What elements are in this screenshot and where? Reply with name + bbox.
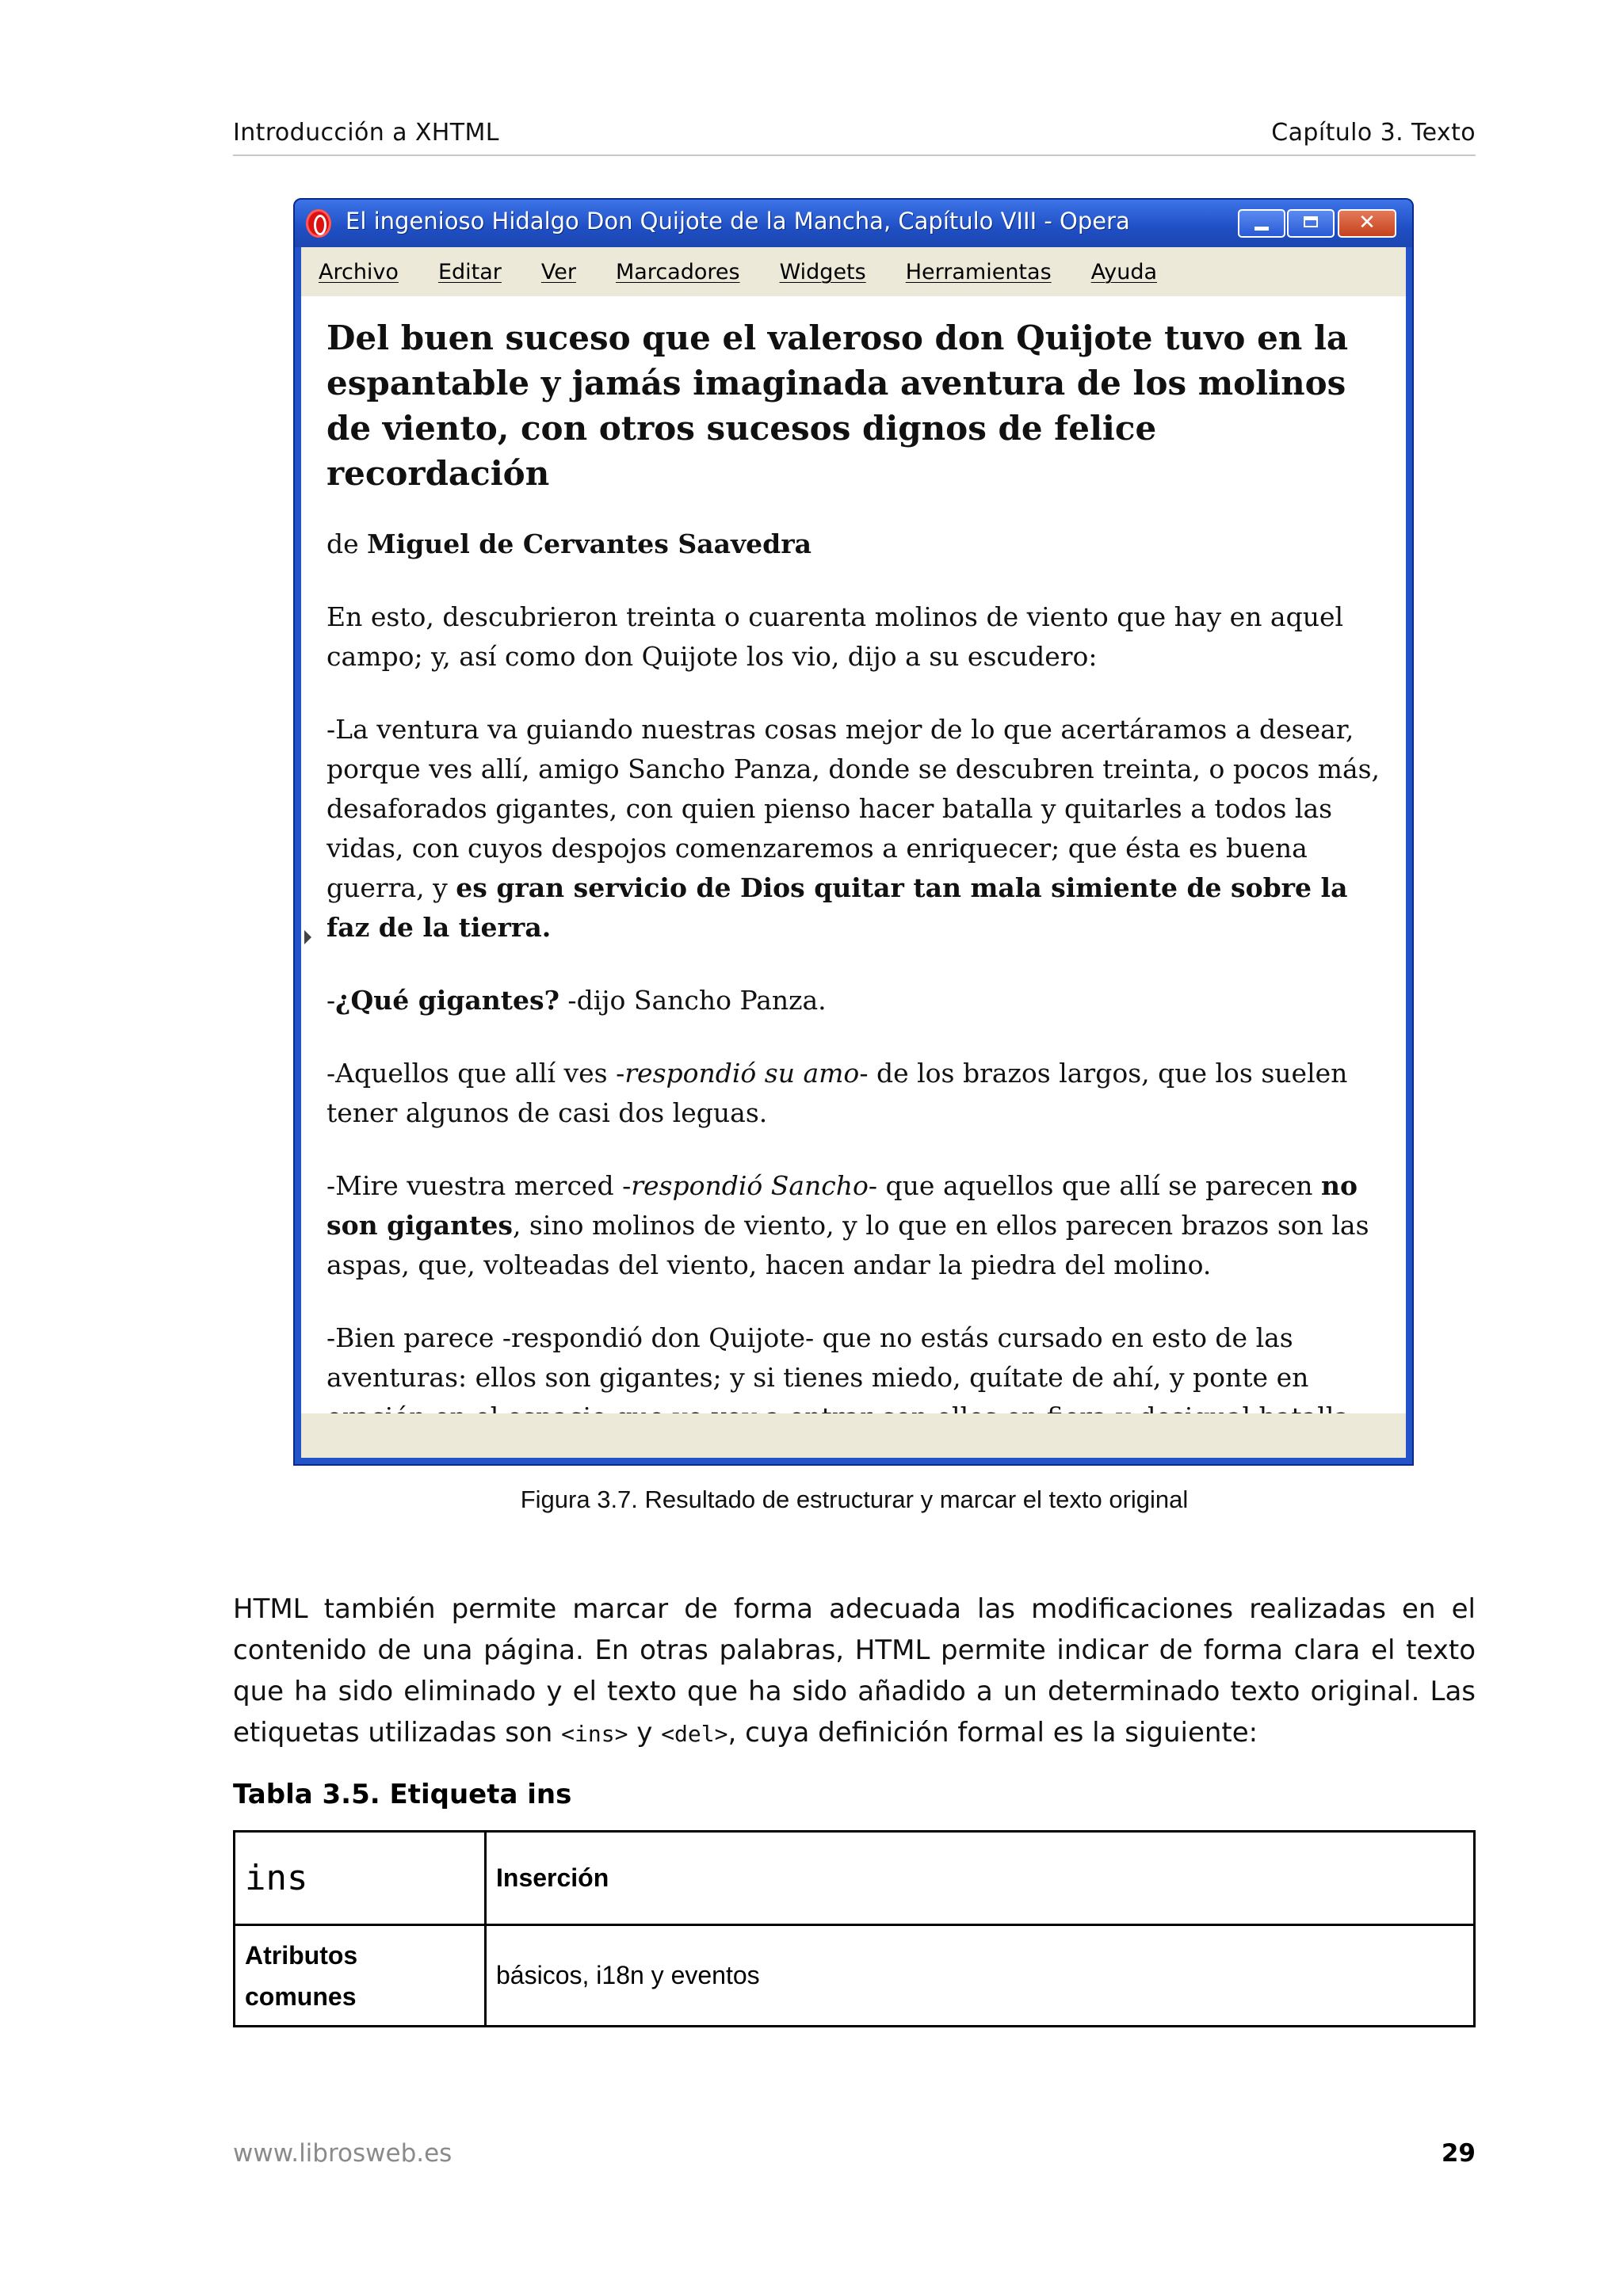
- tag-desc-cell: [486, 1832, 1475, 1925]
- body-paragraph: [233, 1589, 1476, 1755]
- attr-label: Atributos comunes: [245, 1940, 358, 2011]
- menu-marcadores[interactable]: Marcadores: [615, 259, 740, 284]
- body-text-a: HTML también permite marcar de forma adecuada las modificaciones realizadas en el contenido de una página. En otras palabras, HTML permite indicar de forma clara el texto que ha sido eliminado y el texto que ha sido añadido a un determinado texto original. Las etiquetas utilizadas son: [233, 1593, 1476, 1749]
- tag-description: Inserción: [496, 1863, 609, 1892]
- status-bar: [301, 1413, 1406, 1458]
- page-number: 29: [1441, 2139, 1476, 2168]
- browser-window-screenshot: [293, 198, 1414, 1466]
- code-ins: <ins>: [561, 1721, 628, 1747]
- paragraph-5-text-a: -Mire vuestra merced -: [327, 1170, 632, 1201]
- body-text-c: , cuya definición formal es la siguiente:: [727, 1717, 1258, 1749]
- paragraph-5-text-c: , sino molinos de viento, y lo que en ellos parecen brazos son las aspas, que, volteadas del viento, hacen andar la piedra del molino.: [327, 1210, 1369, 1280]
- author-prefix: de: [327, 528, 368, 559]
- author-name: Miguel de Cervantes Saavedra: [367, 528, 812, 559]
- paragraph-2-strong: es gran servicio de Dios quitar tan mala simiente de sobre la faz de la tierra.: [327, 872, 1348, 943]
- paragraph-3-text: -dijo Sancho Panza.: [559, 985, 827, 1016]
- attr-value: básicos, i18n y eventos: [496, 1961, 760, 1989]
- window-titlebar: [295, 200, 1412, 247]
- header-chapter: Capítulo 3. Texto: [1271, 119, 1476, 147]
- paragraph-5-strong: no son gigantes: [327, 1170, 1358, 1241]
- paragraph-6: -Bien parece -respondió don Quijote- que no estás cursado en esto de las aventuras: ellos son gigantes; y si tienes miedo, quítate de ahí, y ponte en: [327, 1322, 1309, 1393]
- menu-ayuda[interactable]: Ayuda: [1090, 259, 1158, 284]
- paragraph-4: [327, 1054, 1388, 1133]
- attr-value-cell: [486, 1925, 1475, 2027]
- paragraph-2-conj: y: [433, 872, 456, 903]
- paragraph-5-em: respondió Sancho: [631, 1170, 869, 1201]
- menu-archivo[interactable]: Archivo: [319, 259, 399, 284]
- minimize-icon[interactable]: [1238, 209, 1285, 238]
- window-title: El ingenioso Hidalgo Don Quijote de la Mancha, Capítulo VIII - Opera: [346, 208, 1130, 235]
- paragraph-5-text-b: - que aquellos que allí se parecen: [868, 1170, 1321, 1201]
- table-row: [235, 1832, 1475, 1925]
- table-title: Tabla 3.5. Etiqueta ins: [233, 1779, 572, 1810]
- paragraph-3-strong: ¿Qué gigantes?: [335, 985, 559, 1016]
- definition-table: [233, 1830, 1476, 2027]
- document-title: Del buen suceso que el valeroso don Quijote tuvo en la espantable y jamás imaginada aventura de los molinos de viento, con otros sucesos dignos de felice recordación: [327, 318, 1349, 493]
- attr-label-cell: [235, 1925, 486, 2027]
- running-header: [233, 119, 1476, 147]
- paragraph-3: [327, 981, 1388, 1020]
- figure-caption: Figura 3.7. Resultado de estructurar y marcar el texto original: [520, 1486, 1189, 1513]
- tag-cell: [235, 1832, 486, 1925]
- menu-editar[interactable]: Editar: [437, 259, 502, 284]
- menu-widgets[interactable]: Widgets: [779, 259, 866, 284]
- header-rule: [233, 154, 1476, 156]
- header-book-title: Introducción a XHTML: [233, 119, 499, 147]
- close-icon[interactable]: ✕: [1338, 209, 1396, 238]
- paragraph-4-em: respondió su amo: [624, 1058, 860, 1089]
- table-row: [235, 1925, 1475, 2027]
- paragraph-2-text: -La ventura va guiando nuestras cosas mejor de lo que acertáramos a desear, porque ves allí, amigo Sancho Panza, donde se descubren treinta, o pocos más, desaforados gigantes, con quien pienso hacer batalla y quitarles a todos las vidas, con cuyos despojos comenzaremos a enriquecer; que ésta es buena guerra,: [327, 714, 1381, 903]
- opera-logo-icon: [306, 209, 331, 238]
- scroll-marker-icon: [304, 930, 311, 944]
- paragraph-4-text-a: -Aquellos que allí ves -: [327, 1058, 625, 1089]
- menu-herramientas[interactable]: Herramientas: [905, 259, 1052, 284]
- maximize-icon[interactable]: [1287, 209, 1335, 238]
- footer-url: www.librosweb.es: [233, 2139, 453, 2168]
- paragraph-4-text-b: - de los brazos largos, que los suelen tener algunos de casi dos leguas.: [327, 1058, 1348, 1128]
- paragraph-2: [327, 710, 1388, 948]
- paragraph-3-dash: -: [327, 985, 336, 1016]
- menu-bar: [301, 247, 1406, 296]
- menu-ver[interactable]: Ver: [540, 259, 576, 284]
- code-del: <del>: [661, 1721, 728, 1747]
- paragraph-1: En esto, descubrieron treinta o cuarenta molinos de viento que hay en aquel campo; y, así como don Quijote los vio, dijo a su escudero:: [327, 601, 1344, 672]
- author-line: [327, 524, 1388, 564]
- body-text-b: y: [628, 1717, 662, 1749]
- tag-name: ins: [245, 1858, 308, 1898]
- page-content: [301, 296, 1406, 1413]
- paragraph-5: [327, 1166, 1388, 1285]
